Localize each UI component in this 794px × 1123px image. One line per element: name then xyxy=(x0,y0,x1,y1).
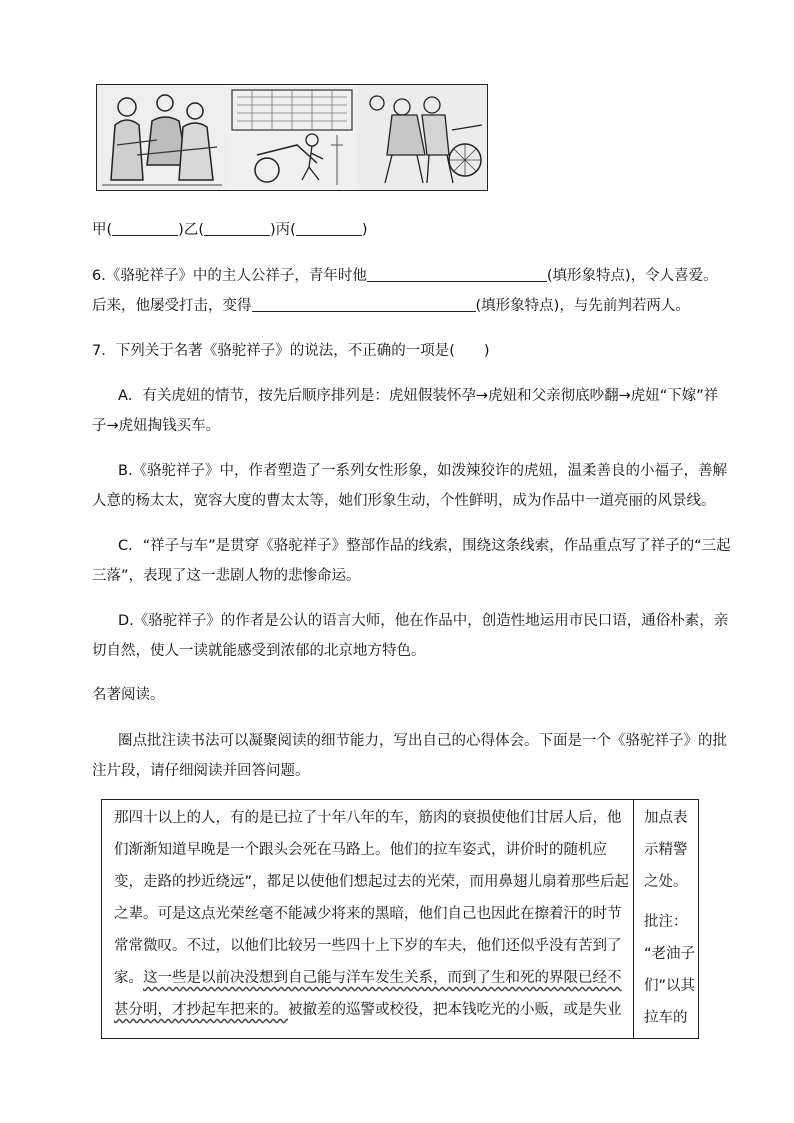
passage-column xyxy=(102,800,634,1038)
label-bing: )丙( xyxy=(270,222,296,238)
figure-drawing-jia xyxy=(97,85,227,190)
q6-line-1 xyxy=(92,266,718,286)
section-intro-line-1: 圈点批注读书法可以凝聚阅读的细节能力，写出自己的心得体会。下面是一个《骆驼祥子》的批 xyxy=(118,733,727,749)
figure-drawing-bing xyxy=(357,85,487,190)
q6-blank-1[interactable] xyxy=(367,266,547,282)
q6-text-d: (填形象特点)，与先前判若两人。 xyxy=(475,298,690,314)
q7-stem: 7．下列关于名著《骆驼祥子》的说法，不正确的一项是( ) xyxy=(92,343,490,359)
passage-wavy-underline-1: 这一些是以前决没想到自己能与洋车发生关系，而到了生和死的界限已经不 xyxy=(143,970,622,986)
annotation-line-1: 加点表 xyxy=(644,810,688,826)
passage-line-2: 们渐渐知道早晚是一个跟头会死在马路上。他们的拉车姿式，讲价时的随机应 xyxy=(114,842,607,858)
q6-blank-2[interactable] xyxy=(252,296,476,312)
q7-option-d-line-2: 切自然，使人一读就能感受到浓郁的北京地方特色。 xyxy=(92,643,426,659)
figure-answer-line xyxy=(92,220,368,240)
figure-drawing-yi xyxy=(227,85,357,190)
q6-text-c: 后来，他屡受打击，变得 xyxy=(92,298,252,314)
blank-jia[interactable] xyxy=(112,220,178,236)
annotation-line-2: 示精警 xyxy=(644,842,688,858)
q7-option-b-line-2: 人意的杨太太，宽容大度的曹太太等，她们形象生动，个性鲜明，成为作品中一道亮丽的风景线。 xyxy=(92,493,716,509)
passage-line-6-plain: 家。 xyxy=(114,970,143,986)
blank-yi[interactable] xyxy=(204,220,270,236)
passage-line-6 xyxy=(114,968,622,988)
q7-option-c-line-2: 三落”，表现了这一悲剧人物的悲惨命运。 xyxy=(92,568,361,584)
q7-option-b-line-1: B.《骆驼祥子》中，作者塑造了一系列女性形象，如泼辣狡诈的虎妞，温柔善良的小福子，善解 xyxy=(118,463,728,479)
q7-option-d-line-1: D.《骆驼祥子》的作者是公认的语言大师，他在作品中，创造性地运用市民口语，通俗朴素，亲 xyxy=(118,613,729,629)
q7-option-a-line-1: A．有关虎妞的情节，按先后顺序排列是：虎妞假装怀孕→虎妞和父亲彻底吵翻→虎妞“下嫁”祥 xyxy=(118,388,719,404)
rickshaw-illustration-strip xyxy=(96,84,488,191)
q6-line-2 xyxy=(92,296,690,316)
annotation-line-4: 批注： xyxy=(644,914,688,930)
section-intro-line-2: 注片段，请仔细阅读并回答问题。 xyxy=(92,763,310,779)
blank-bing[interactable] xyxy=(296,220,362,236)
q7-option-a-line-2: 子→虎妞掏钱买车。 xyxy=(92,418,221,434)
annotation-table xyxy=(101,799,699,1039)
passage-wavy-underline-2: 甚分明，才抄起车把来的。 xyxy=(114,1002,288,1018)
illustration-panel-jia xyxy=(97,85,227,190)
passage-line-3: 变，走路的抄近绕远”，都足以使他们想起过去的光荣，而用鼻翅儿扇着那些后起 xyxy=(114,874,630,890)
label-close: ) xyxy=(361,222,368,238)
annotation-line-5: “老油子 xyxy=(644,946,696,962)
q6-text-a: 6.《骆驼祥子》中的主人公祥子，青年时他 xyxy=(92,268,367,284)
annotation-line-6: 们”以其 xyxy=(644,978,696,994)
illustration-panel-bing xyxy=(357,85,487,190)
passage-line-1: 那四十以上的人，有的是已拉了十年八年的车，筋肉的衰损使他们甘居人后，他 xyxy=(114,810,622,826)
annotation-line-7: 拉车的 xyxy=(644,1010,688,1026)
annotation-line-3: 之处。 xyxy=(644,874,688,890)
passage-line-5: 常常微叹。不过，以他们比较另一些四十上下岁的车夫，他们还似乎没有苦到了 xyxy=(114,938,622,954)
q7-option-c-line-1: C．“祥子与车”是贯穿《骆驼祥子》整部作品的线索，围绕这条线索，作品重点写了祥子的“三起 xyxy=(118,538,731,554)
illustration-panel-yi xyxy=(227,85,357,190)
label-jia: 甲( xyxy=(92,222,113,238)
q6-text-b: (填形象特点)，令人喜爱。 xyxy=(546,268,718,284)
passage-line-4: 之辈。可是这点光荣丝毫不能减少将来的黑暗，他们自己也因此在擦着汗的时节 xyxy=(114,906,622,922)
section-title: 名著阅读。 xyxy=(92,687,165,703)
passage-line-7-plain: 被撤差的巡警或校役，把本钱吃光的小贩，或是失业 xyxy=(288,1002,622,1018)
label-yi: )乙( xyxy=(178,222,204,238)
passage-line-7 xyxy=(114,1000,622,1020)
